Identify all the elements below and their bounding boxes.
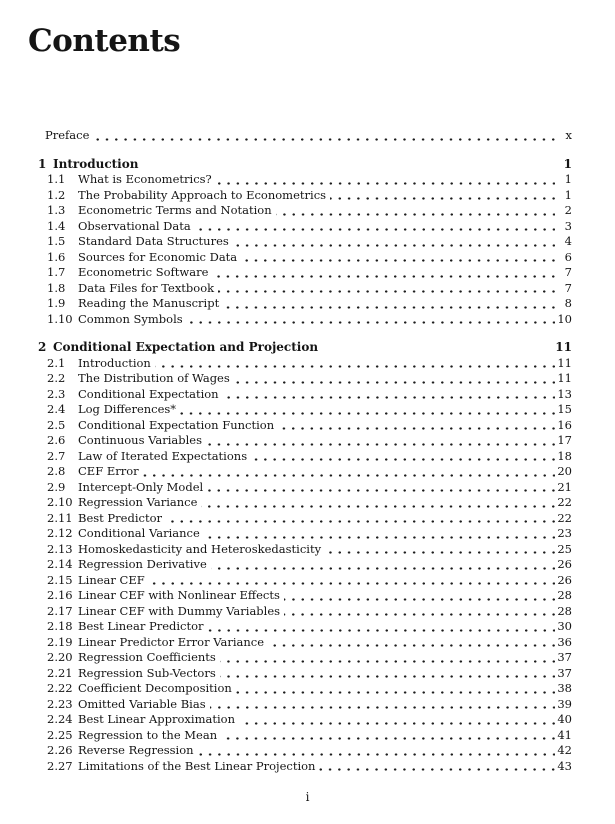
dot-leader: [195, 219, 555, 235]
toc-entry-page: 11: [555, 340, 572, 354]
toc-entry-page: 6: [564, 249, 572, 264]
toc-entry-page: x: [565, 128, 572, 142]
toc-section-entry[interactable]: [47, 728, 572, 744]
toc-section-title: Conditional Expectation Function: [78, 417, 275, 432]
toc-section-title: Best Predictor: [78, 510, 162, 525]
toc-entry-page: 23: [557, 526, 572, 540]
toc-section-entry[interactable]: [47, 604, 572, 620]
dot-leader: [204, 526, 555, 542]
toc-entry-page: 41: [557, 727, 572, 742]
dot-leader: [155, 356, 555, 372]
toc-section-title: Econometric Software: [78, 265, 209, 279]
dot-leader: [233, 234, 555, 250]
toc-entry-page: 40: [557, 712, 572, 726]
toc-section-title: Common Symbols: [78, 311, 183, 326]
dot-leader: [149, 573, 555, 589]
toc-section-number: 2.11: [47, 510, 73, 525]
toc-section-number: 1.9: [47, 296, 66, 310]
dot-leader: [180, 402, 555, 418]
toc-section-entry[interactable]: [47, 526, 572, 542]
dot-leader: [239, 712, 555, 728]
toc-entry-page: 36: [557, 634, 572, 649]
toc-entry-page: 42: [557, 743, 572, 757]
toc-entry-page: 13: [557, 386, 572, 401]
toc-section-entry[interactable]: [47, 557, 572, 573]
toc-entry-page: 22: [557, 510, 572, 525]
toc-entry-page: 1: [564, 187, 572, 202]
dot-leader: [325, 542, 555, 558]
toc-entry-page: 30: [557, 619, 572, 633]
dot-leader: [207, 480, 555, 496]
toc-section-entry[interactable]: [47, 203, 572, 219]
toc-entry-page: 4: [564, 234, 572, 248]
toc-entry-page: 16: [557, 417, 572, 432]
toc-section-entry[interactable]: [47, 511, 572, 527]
toc-section-title: Regression Coefficients: [78, 650, 216, 664]
toc-section-number: 1.10: [47, 311, 73, 326]
toc-entry-page: 26: [557, 572, 572, 587]
dot-leader: [220, 666, 555, 682]
toc-section-number: 2.19: [47, 634, 73, 649]
toc-section-entry[interactable]: [47, 650, 572, 666]
toc-section-number: 2.14: [47, 557, 73, 571]
toc-section-entry[interactable]: [47, 666, 572, 682]
toc-entry-page: 38: [557, 681, 572, 695]
toc-entry-page: 39: [557, 696, 572, 711]
toc-section-title: CEF Error: [78, 464, 139, 478]
toc-section-entry[interactable]: [47, 312, 572, 328]
dot-leader: [208, 619, 555, 635]
toc-section-entry[interactable]: [47, 759, 572, 775]
dot-leader: [210, 697, 555, 713]
dot-leader: [220, 650, 555, 666]
dot-leader: [206, 433, 555, 449]
toc-section-entry[interactable]: [47, 480, 572, 496]
leader-spacer: [138, 157, 555, 173]
dot-leader: [223, 387, 555, 403]
toc-section-number: 2.5: [47, 417, 66, 432]
toc-section-title: Continuous Variables: [78, 433, 203, 447]
toc-section-title: What is Econometrics?: [78, 172, 212, 186]
toc-section-number: 2.25: [47, 727, 73, 742]
toc-section-title: Observational Data: [78, 218, 191, 233]
toc-section-number: 2.15: [47, 572, 73, 587]
dot-leader: [212, 265, 555, 281]
toc-entry-page: 8: [564, 296, 572, 310]
dot-leader: [166, 511, 555, 527]
toc-section-entry[interactable]: [47, 418, 572, 434]
toc-section-number: 2.2: [47, 371, 66, 385]
toc-section-title: Law of Iterated Expectations: [78, 448, 248, 463]
toc-section-entry[interactable]: [47, 464, 572, 480]
toc-entry-page: 7: [564, 265, 572, 279]
dot-leader: [93, 128, 555, 144]
toc-entry-page: 2: [564, 203, 572, 217]
dot-leader: [251, 449, 555, 465]
toc-section-number: 1.4: [47, 218, 66, 233]
toc-section-entry[interactable]: [47, 281, 572, 297]
dot-leader: [236, 681, 555, 697]
toc-section-entry[interactable]: [47, 588, 572, 604]
toc-section-title: Introduction: [78, 355, 151, 370]
toc-section-number: 2.20: [47, 650, 73, 664]
toc-section-entry[interactable]: [47, 712, 572, 728]
dot-leader: [211, 557, 555, 573]
toc-chapter-title: Introduction: [53, 156, 139, 171]
toc-section-entry[interactable]: [47, 402, 572, 418]
toc-entry-page: 15: [557, 402, 572, 416]
toc-chapter-number: 1: [38, 156, 47, 171]
toc-section-title: Intercept-Only Model: [78, 479, 204, 494]
dot-leader: [187, 312, 555, 328]
toc-entry-page: 17: [557, 433, 572, 447]
toc-section-title: Omitted Variable Bias: [78, 696, 206, 711]
dot-leader: [278, 418, 555, 434]
toc-section-entry[interactable]: [47, 433, 572, 449]
page-title: Contents: [28, 23, 181, 59]
toc-entry-page: 11: [557, 355, 572, 370]
toc-section-title: Homoskedasticity and Heteroskedasticity: [78, 541, 322, 556]
toc-section-entry[interactable]: [47, 356, 572, 372]
toc-section-entry[interactable]: [47, 697, 572, 713]
toc-section-title: Data Files for Textbook: [78, 280, 215, 295]
toc-section-number: 2.3: [47, 386, 66, 401]
toc-section-title: Reverse Regression: [78, 743, 194, 757]
toc-section-entry[interactable]: [47, 542, 572, 558]
dot-leader: [284, 588, 555, 604]
toc-entry-page: 11: [557, 371, 572, 385]
toc-section-number: 1.8: [47, 280, 66, 295]
toc-section-number: 1.3: [47, 203, 66, 217]
dot-leader: [201, 495, 555, 511]
toc-section-title: Limitations of the Best Linear Projection: [78, 758, 316, 773]
page-number-footer: i: [305, 790, 310, 804]
toc-section-title: Regression to the Mean: [78, 727, 218, 742]
toc-entry-page: 28: [557, 588, 572, 602]
toc-section-number: 2.18: [47, 619, 73, 633]
toc-section-number: 2.23: [47, 696, 73, 711]
toc-section-entry[interactable]: [47, 188, 572, 204]
toc-chapter-entry[interactable]: [38, 340, 572, 356]
toc-entry-label: Preface: [45, 128, 90, 142]
dot-leader: [198, 743, 555, 759]
toc-section-title: Conditional Variance: [78, 526, 200, 540]
toc-section-title: Regression Derivative: [78, 557, 207, 571]
toc-section-number: 2.13: [47, 541, 73, 556]
toc-section-number: 2.22: [47, 681, 73, 695]
toc-entry-page: 20: [557, 464, 572, 478]
toc-section-title: Best Linear Predictor: [78, 619, 204, 633]
toc-entry-page: 7: [564, 280, 572, 295]
toc-chapter-title: Conditional Expectation and Projection: [53, 340, 319, 354]
toc-section-title: Linear CEF with Dummy Variables: [78, 603, 281, 618]
toc-section-number: 2.26: [47, 743, 73, 757]
toc-section-entry[interactable]: [47, 250, 572, 266]
dot-leader: [241, 250, 555, 266]
toc-section-entry[interactable]: [47, 573, 572, 589]
toc-entry-page: 21: [557, 479, 572, 494]
toc-section-number: 2.6: [47, 433, 66, 447]
toc-front-matter-entry[interactable]: [45, 128, 572, 144]
dot-leader: [268, 635, 555, 651]
toc-section-title: Reading the Manuscript: [78, 296, 220, 310]
toc-section-title: The Probability Approach to Econometrics: [78, 187, 327, 202]
toc-section-entry[interactable]: [47, 371, 572, 387]
toc-chapter-number: 2: [38, 340, 47, 354]
toc-section-number: 2.12: [47, 526, 73, 540]
toc-entry-page: 43: [557, 758, 572, 773]
toc-section-title: Sources for Economic Data: [78, 249, 238, 264]
toc-section-entry[interactable]: [47, 495, 572, 511]
dot-leader: [223, 296, 555, 312]
toc-section-number: 2.24: [47, 712, 73, 726]
toc-section-number: 2.8: [47, 464, 66, 478]
toc-section-entry[interactable]: [47, 619, 572, 635]
toc-section-entry[interactable]: [47, 296, 572, 312]
dot-leader: [330, 188, 555, 204]
toc-section-number: 2.9: [47, 479, 66, 494]
document-page: [0, 24, 615, 824]
leader-spacer: [318, 340, 555, 356]
toc-section-entry[interactable]: [47, 172, 572, 188]
toc-entry-page: 25: [557, 541, 572, 556]
toc-section-number: 1.5: [47, 234, 66, 248]
toc-section-title: The Distribution of Wages: [78, 371, 230, 385]
toc-entry-page: 18: [557, 448, 572, 463]
toc-entry-page: 37: [557, 665, 572, 680]
toc-section-title: Standard Data Structures: [78, 234, 229, 248]
toc-section-number: 2.7: [47, 448, 66, 463]
toc-section-number: 2.17: [47, 603, 73, 618]
toc-section-number: 1.7: [47, 265, 66, 279]
toc-section-title: Best Linear Approximation: [78, 712, 235, 726]
toc-chapter-entry[interactable]: [38, 157, 572, 173]
toc-section-number: 2.16: [47, 588, 73, 602]
toc-section-title: Conditional Expectation: [78, 386, 219, 401]
toc-section-entry[interactable]: [47, 219, 572, 235]
toc-entry-page: 10: [557, 311, 572, 326]
toc-entry-page: 22: [557, 495, 572, 509]
toc-section-entry[interactable]: [47, 234, 572, 250]
toc-entry-page: 26: [557, 557, 572, 571]
toc-section-number: 2.4: [47, 402, 66, 416]
toc-section-entry[interactable]: [47, 265, 572, 281]
toc-section-entry[interactable]: [47, 743, 572, 759]
toc-section-number: 1.2: [47, 187, 66, 202]
toc-section-title: Regression Variance: [78, 495, 198, 509]
toc-section-entry[interactable]: [47, 635, 572, 651]
toc-entry-page: 37: [557, 650, 572, 664]
dot-leader: [221, 728, 555, 744]
toc-entry-page: 1: [563, 156, 572, 171]
toc-section-number: 2.1: [47, 355, 66, 370]
dot-leader: [284, 604, 555, 620]
toc-entry-page: 3: [564, 218, 572, 233]
dot-leader: [234, 371, 555, 387]
toc-section-title: Econometric Terms and Notation: [78, 203, 272, 217]
toc-section-title: Linear CEF with Nonlinear Effects: [78, 588, 280, 602]
toc-section-entry[interactable]: [47, 449, 572, 465]
toc-entry-page: 1: [564, 172, 572, 186]
toc-section-number: 2.10: [47, 495, 73, 509]
toc-section-number: 2.21: [47, 665, 73, 680]
toc-section-title: Linear Predictor Error Variance: [78, 634, 265, 649]
dot-leader: [216, 172, 555, 188]
dot-leader: [276, 203, 555, 219]
toc-section-number: 1.6: [47, 249, 66, 264]
toc-section-entry[interactable]: [47, 681, 572, 697]
toc-section-title: Linear CEF: [78, 572, 145, 587]
dot-leader: [218, 281, 555, 297]
toc-section-title: Regression Sub-Vectors: [78, 665, 216, 680]
toc-section-title: Coefficient Decomposition: [78, 681, 232, 695]
toc-section-title: Log Differences*: [78, 402, 177, 416]
toc-section-entry[interactable]: [47, 387, 572, 403]
toc-section-number: 2.27: [47, 758, 73, 773]
dot-leader: [143, 464, 555, 480]
dot-leader: [319, 759, 555, 775]
toc-entry-page: 28: [557, 603, 572, 618]
toc: [38, 128, 572, 774]
toc-section-number: 1.1: [47, 172, 66, 186]
